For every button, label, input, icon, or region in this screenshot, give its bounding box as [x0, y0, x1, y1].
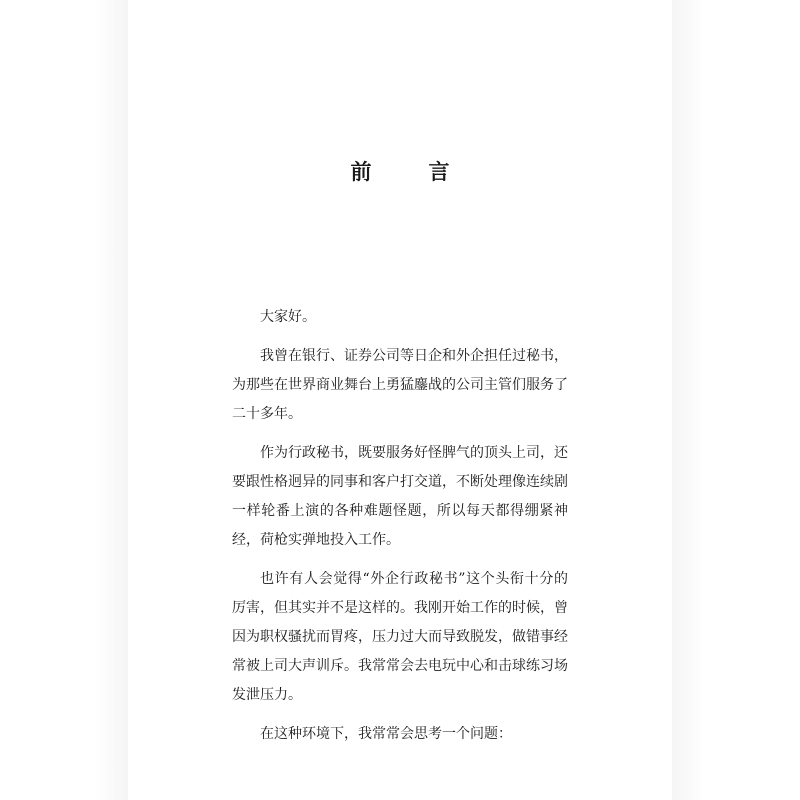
- page-body: [232, 303, 568, 759]
- paragraph: 在这种环境下，我常常会思考一个问题：: [260, 726, 512, 742]
- book-page: [128, 0, 672, 800]
- page-shadow-left: [96, 0, 130, 800]
- page-title: 前 言: [350, 159, 468, 184]
- paragraph: 也许有人会觉得“外企行政秘书”这个头衔十分的厉害，但其实并不是这样的。我刚开始工作的时候，曾因为职权骚扰而胃疼，压力过大而导致脱发，做错事经常被上司大声训斥。我常常会去电玩中心和击球练习场发泄压力。: [232, 571, 568, 703]
- paragraph: 作为行政秘书，既要服务好怪脾气的顶头上司，还要跟性格迥异的同事和客户打交道，不断处理像连续剧一样轮番上演的各种难题怪题，所以每天都得绷紧神经，荷枪实弹地投入工作。: [232, 445, 568, 548]
- paragraph: 我曾在银行、证券公司等日企和外企担任过秘书，为那些在世界商业舞台上勇猛鏖战的公司主管们服务了二十多年。: [232, 348, 568, 422]
- page-shadow-right: [670, 0, 704, 800]
- paragraph: 大家好。: [260, 309, 316, 325]
